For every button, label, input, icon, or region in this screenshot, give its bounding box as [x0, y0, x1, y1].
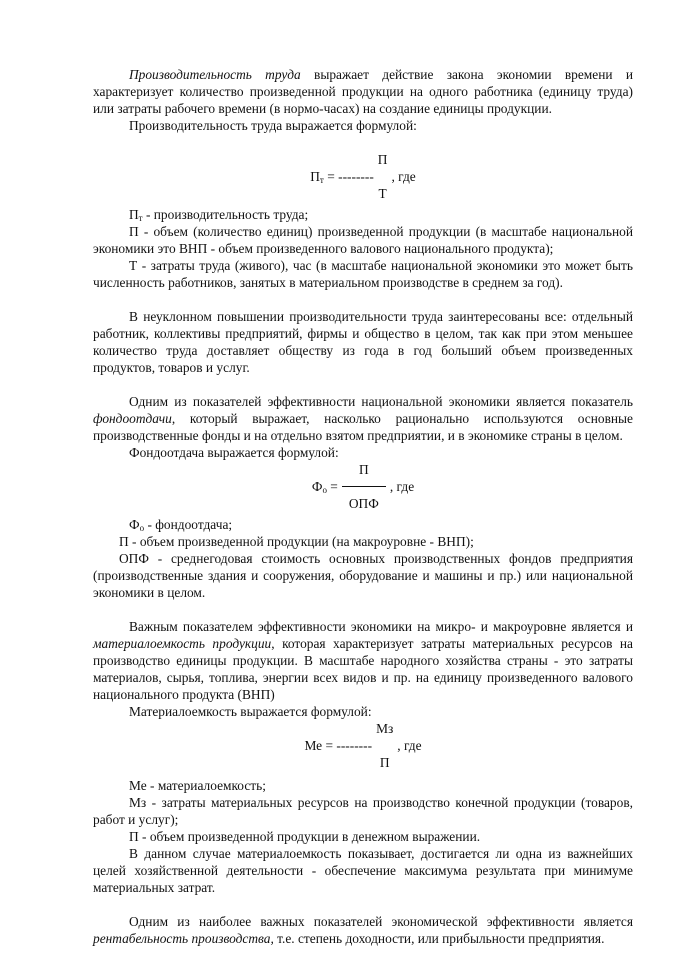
- formula-numerator: П: [377, 152, 388, 167]
- formula-intro: Производительность труда выражается формулой:: [129, 118, 417, 133]
- paragraph-productivity: [93, 66, 633, 117]
- definition-item: Ме - материалоемкость;: [129, 778, 266, 793]
- fraction-bar: [342, 486, 386, 487]
- paragraph-profitability: Одним из наиболее важных показателей экономической эффективности является рентабельность производства, т.е. степень доходности, или прибыльности предприятия.: [93, 914, 633, 946]
- formula-productivity: [93, 151, 633, 202]
- definition-item: $П_т$ - производительность труда;: [129, 207, 309, 223]
- formula-material-intensity: [93, 720, 633, 771]
- definition-item: П - объем произведенной продукции в денежном выражении.: [129, 829, 481, 844]
- formula-denominator: П: [379, 755, 390, 770]
- term-labor-productivity: Производительность труда: [129, 67, 301, 82]
- formula-lhs: Ме = --------: [304, 738, 373, 753]
- paragraph-capital-productivity: Одним из показателей эффективности национальной экономики является показатель фондоотдачи, который выражает, насколько рационально используются основные производственные фонды и на отдельно взятом предприятии, и в экономике страны в целом.: [93, 394, 633, 443]
- formula-capital-productivity: [93, 461, 633, 512]
- definition-item: $Ф_о$ - фондоотдача;: [129, 517, 233, 533]
- paragraph-material-conclusion: В данном случае материалоемкость показывает, достигается ли одна из важнейших целей хозяйственной деятельности - обеспечение максимума результата при минимуме материальных затрат.: [93, 846, 633, 895]
- formula-numerator: П: [359, 462, 369, 477]
- document-body: [93, 66, 633, 947]
- formula-denominator: ОПФ: [348, 496, 379, 511]
- paragraph-productivity-growth: В неуклонном повышении производительности труда заинтересованы все: отдельный работник, коллективы предприятий, фирмы и общество в целом, так как при этом меньшее количество труда доставляет обществу из года в год больший объем произведенных продуктов, товаров и услуг.: [93, 309, 633, 375]
- paragraph-text: выражает действие закона экономии времени и характеризует количество произведенной продукции на одного работника (единицу труда) или затраты рабочего времени (в нормо-часах) на создание единицы продукции.: [93, 67, 633, 116]
- formula-intro: Фондоотдача выражается формулой:: [129, 445, 339, 460]
- paragraph-material-intensity: Важным показателем эффективности экономики на микро- и макроуровне является и материалоемкость продукции, которая характеризует затраты материальных ресурсов на производство единицы продукции. В масштабе народного хозяйства страны - это затраты материалов, сырья, топлива, энергии всех видов и пр. на единицу произведенного валового национального продукта (ВНП): [93, 619, 633, 702]
- formula-denominator: Т: [378, 186, 387, 201]
- term-profitability: рентабельность производства,: [93, 931, 274, 946]
- formula-where: , где: [391, 169, 416, 184]
- definition-item: П - объем произведенной продукции (на макроуровне - ВНП);: [119, 534, 474, 549]
- definition-item: Т - затраты труда (живого), час (в масштабе национальной экономики это может быть численность работников, занятых в материальном производстве в среднем за год).: [93, 258, 633, 290]
- formula-where: , где: [389, 479, 415, 494]
- formula-numerator: Мз: [376, 721, 394, 736]
- definition-item: ОПФ - среднегодовая стоимость основных производственных фондов предприятия (производственные здания и сооружения, оборудование и машины и пр.) или национальной экономики в целом.: [93, 551, 633, 600]
- definition-item: Мз - затраты материальных ресурсов на производство конечной продукции (товаров, работ и услуг);: [93, 795, 633, 827]
- formula-lhs: $Ф_о$ =: [311, 479, 338, 495]
- formula-intro: Материалоемкость выражается формулой:: [129, 704, 372, 719]
- formula-where: , где: [397, 738, 422, 753]
- definition-item: П - объем (количество единиц) произведенной продукции (в масштабе национальной экономики это ВНП - объем произведенного валового национального продукта);: [93, 224, 633, 256]
- term-material-intensity: материалоемкость продукции: [93, 636, 272, 651]
- term-capital-productivity: фондоотдачи: [93, 411, 172, 426]
- formula-lhs: $П_т$ = --------: [310, 169, 374, 185]
